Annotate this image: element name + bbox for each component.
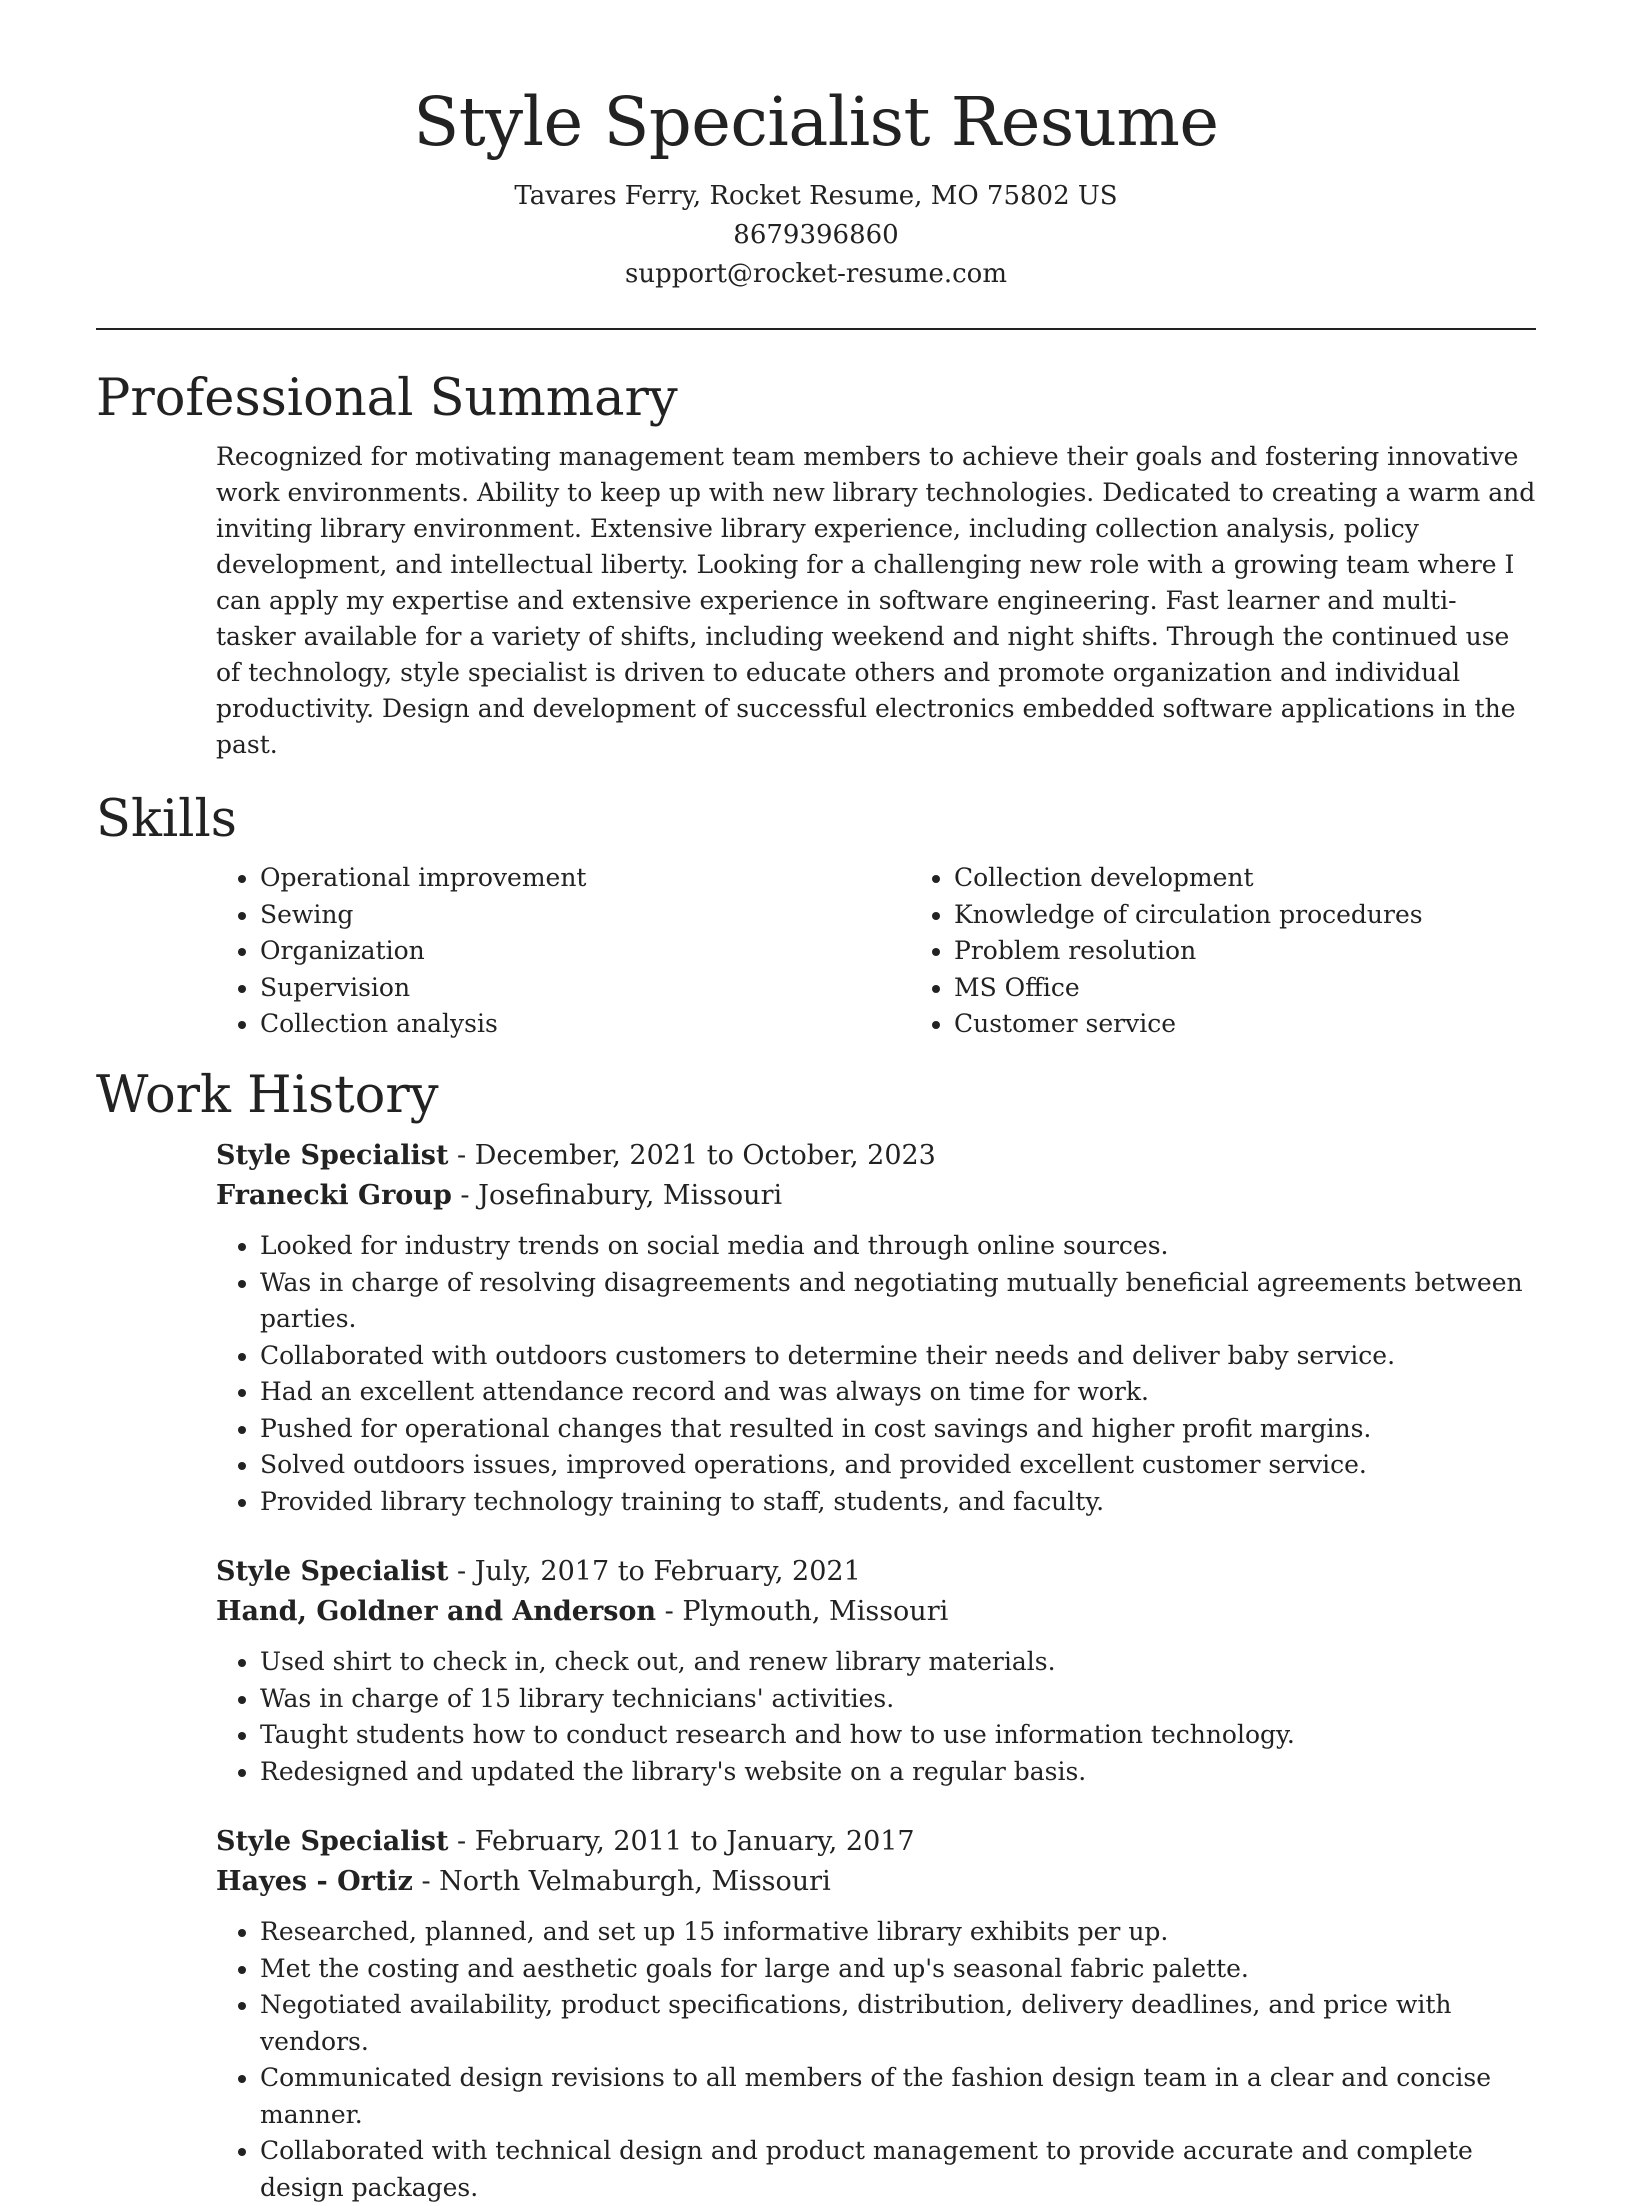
summary-section [96,368,1536,763]
job-bullet: • Redesigned and updated the library's website on a regular basis. [260,1754,1536,1791]
job-company: Franecki Group [216,1180,452,1212]
skills-columns [216,860,1536,1043]
job-entry [216,1552,1536,1790]
skills-left-list [216,860,910,1043]
job-bullet: • Pushed for operational changes that resulted in cost savings and higher profit margins. [260,1411,1536,1448]
contact-phone: 8679396860 [733,220,899,251]
contact-address: Tavares Ferry, Rocket Resume, MO 75802 US [514,181,1118,212]
job-bullet: • Taught students how to conduct research and how to use information technology. [260,1717,1536,1754]
job-title-line [216,1552,1536,1592]
skills-right-list [910,860,1423,1043]
job-location: - Plymouth, Missouri [656,1596,949,1628]
job-bullet: • Collaborated with technical design and product management to provide accurate and complete design packages. [260,2133,1536,2206]
job-dates: - July, 2017 to February, 2021 [448,1556,861,1588]
job-bullet: • Looked for industry trends on social media and through online sources. [260,1228,1536,1265]
skill-item: • Supervision [260,970,910,1007]
job-company-line [216,1176,1536,1216]
job-bullet: • Used shirt to check in, check out, and renew library materials. [260,1644,1536,1681]
skill-item: • Organization [260,933,910,970]
job-dates: - December, 2021 to October, 2023 [448,1140,936,1172]
job-bullet: • Communicated design revisions to all members of the fashion design team in a clear and concise manner. [260,2060,1536,2133]
job-title-line [216,1136,1536,1176]
job-dates: - February, 2011 to January, 2017 [448,1826,915,1858]
skills-heading: Skills [96,790,237,850]
job-bullet: • Researched, planned, and set up 15 informative library exhibits per up. [260,1914,1536,1951]
job-company-line [216,1592,1536,1632]
job-bullets [216,1228,1536,1520]
skill-item: • Knowledge of circulation procedures [954,897,1423,934]
job-location: - Josefinabury, Missouri [451,1180,783,1212]
job-bullet: • Met the costing and aesthetic goals for large and up's seasonal fabric palette. [260,1951,1536,1988]
job-title: Style Specialist [216,1556,449,1588]
skill-item: • Sewing [260,897,910,934]
job-company: Hayes - Ortiz [216,1866,413,1898]
job-bullet: • Collaborated with outdoors customers to determine their needs and deliver baby service. [260,1338,1536,1375]
skill-item: • Operational improvement [260,860,910,897]
job-title: Style Specialist [216,1140,449,1172]
header-divider [96,328,1536,330]
job-entry [216,1822,1536,2206]
resume-title: Style Specialist Resume [413,83,1219,161]
skill-item: • Problem resolution [954,933,1423,970]
summary-text: Recognized for motivating management team members to achieve their goals and fostering innovative work environments. Ability to keep up with new library technologies. Dedicated to creating a warm and inviting library environment. Extensive library experience, including collection analysis, policy development, and intellectual liberty. Looking for a challenging new role with a growing team where I can apply my expertise and extensive experience in software engineering. Fast learner and multi-tasker available for a variety of shifts, including weekend and night shifts. Through the continued use of technology, style specialist is driven to educate others and promote organization and individual productivity. Design and development of successful electronics embedded software applications in the past. [216,442,1536,760]
job-bullet: • Was in charge of resolving disagreements and negotiating mutually beneficial agreements between parties. [260,1265,1536,1338]
job-company: Hand, Goldner and Anderson [216,1596,657,1628]
job-bullet: • Negotiated availability, product specifications, distribution, delivery deadlines, and price with vendors. [260,1987,1536,2060]
job-bullet: • Provided library technology training to staff, students, and faculty. [260,1484,1536,1521]
job-title: Style Specialist [216,1826,449,1858]
skill-item: • Collection analysis [260,1006,910,1043]
work-history-section [96,1065,1536,2206]
contact-email: support@rocket-resume.com [624,259,1007,290]
job-entry [216,1136,1536,1520]
skill-item: • Collection development [954,860,1423,897]
skill-item: • MS Office [954,970,1423,1007]
job-bullet: • Had an excellent attendance record and was always on time for work. [260,1374,1536,1411]
contact-block [96,177,1536,294]
job-bullet: • Solved outdoors issues, improved operations, and provided excellent customer service. [260,1447,1536,1484]
skills-section [96,789,1536,1043]
job-bullet: • Was in charge of 15 library technicians' activities. [260,1681,1536,1718]
job-company-line [216,1862,1536,1902]
job-title-line [216,1822,1536,1862]
job-bullets [216,1914,1536,2206]
job-location: - North Velmaburgh, Missouri [412,1866,831,1898]
skill-item: • Customer service [954,1006,1423,1043]
resume-header [96,0,1536,294]
job-bullets [216,1644,1536,1790]
work-history-heading: Work History [96,1065,439,1125]
summary-heading: Professional Summary [96,369,678,429]
